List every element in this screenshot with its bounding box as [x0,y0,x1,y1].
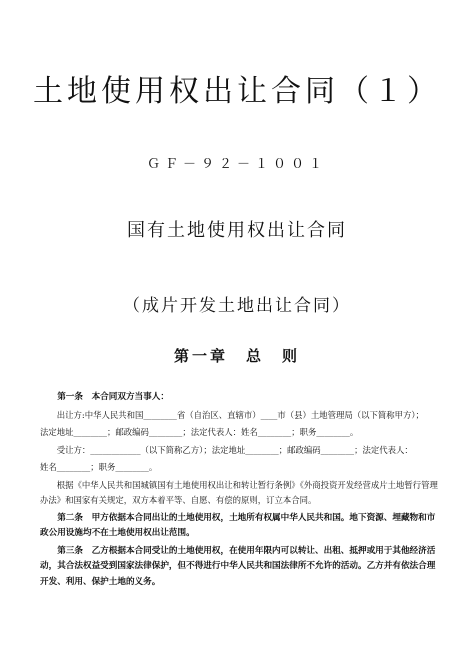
article-1-grantor-details: 法定地址________；邮政编码________；法定代表人：姓名________；职务________。 [40,427,359,437]
article-1-basis: 根据《中华人民共和国城镇国有土地使用权出让和转让暂行条例》《外商投资开发经营成片土地暂行管理办法》和国家有关规定，双方本着平等、自愿、有偿的原则，订立本合同。 [40,479,438,505]
contract-code: ＧＦ－９２－１００１ [146,157,327,172]
chapter-heading: 第一章 总 则 [173,347,300,365]
article-2: 第二条 甲方依据本合同出让的土地使用权，土地所有权属中华人民共和国。地下资源、埋藏物和市政公用设施均不在土地使用权出让范围。 [40,512,436,538]
contract-type: （成片开发土地出让合同） [123,296,351,316]
article-1-grantor: 出让方:中华人民共和国________省（自治区、直辖市）____市（县）土地管理局（以下简称甲方）； [56,409,424,420]
article-1-grantee: 受让方：____________（以下简称乙方）；法定地址________；邮政编码________；法定代表人： [56,444,413,455]
article-1-heading: 第一条 本合同双方当事人： [57,392,169,402]
contract-body [40,390,440,592]
document-title: 土地使用权出让合同（１） [33,74,441,109]
article-3: 第三条 乙方根据本合同受让的土地使用权，在使用年限内可以转让、出租、抵押或用于其他经济活动，其合法权益受到国家法律保护，但不得进行中华人民共和国法律所不允许的活动。乙方并有依法合理开发、利用、保护土地的义务。 [40,545,436,587]
article-1-grantee-details: 姓名________；职务________。 [40,462,158,472]
contract-subtitle: 国有土地使用权出让合同 [127,220,347,241]
